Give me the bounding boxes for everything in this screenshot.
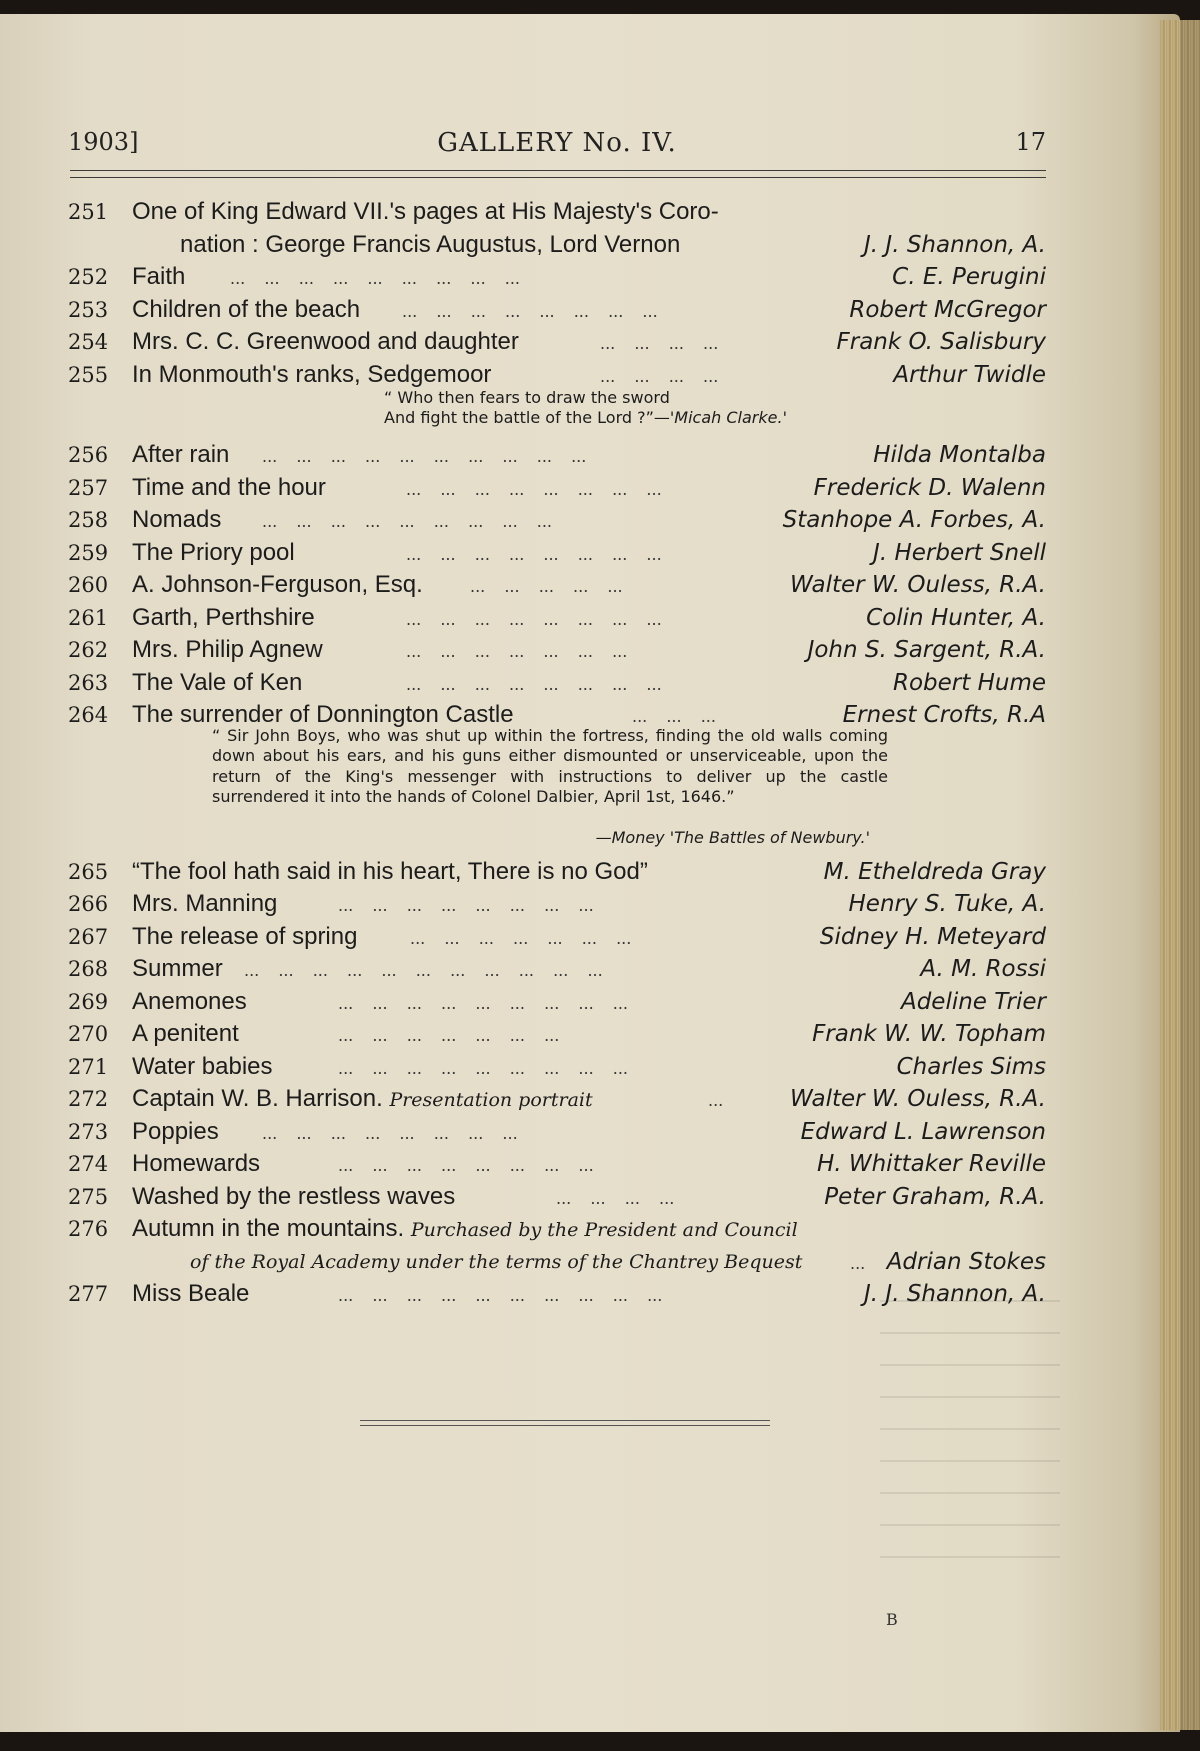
entry-artist: A. M. Rossi [920, 956, 1046, 982]
entry-artist: Arthur Twidle [893, 361, 1046, 388]
entry-artist: Henry S. Tuke, A. [848, 891, 1046, 917]
entry-row [0, 856, 1180, 889]
entry-number: 275 [68, 1184, 109, 1209]
entry-title: A penitent [132, 1020, 239, 1047]
header-title: GALLERY No. IV. [437, 128, 677, 158]
entry-leader: ... ... ... ... [600, 334, 719, 353]
entry-note-continuation: of the Royal Academy under the terms of the Chantrey Bequest [190, 1250, 803, 1273]
entry-number: 252 [68, 265, 109, 289]
entry-row [0, 921, 1180, 954]
entry-number: 258 [68, 508, 109, 532]
entry-title: Captain W. B. Harrison. Presentation portrait [132, 1085, 593, 1112]
entry-number: 264 [68, 703, 109, 727]
entry-artist: Frederick D. Walenn [813, 474, 1046, 501]
entry-artist: M. Etheldreda Gray [823, 858, 1046, 885]
entry-leader: ... ... ... ... ... ... ... ... [406, 544, 662, 564]
entry-number: 263 [68, 670, 109, 695]
entry-number: 269 [68, 989, 109, 1014]
entry-title: Mrs. C. C. Greenwood and daughter [132, 328, 519, 355]
entry-number: 254 [68, 330, 109, 354]
entry-leader: ... ... ... ... ... ... ... ... [406, 479, 662, 499]
entry-row [0, 1213, 1180, 1246]
entry-title: Homewards [132, 1150, 261, 1177]
entry-row-continuation [0, 1246, 1180, 1279]
entry-number: 277 [68, 1282, 109, 1306]
entry-title: One of King Edward VII.'s pages at His Majesty's Coro- [132, 198, 719, 225]
signature-mark: B [886, 1610, 898, 1629]
entry-artist: Walter W. Ouless, R.A. [790, 1086, 1046, 1112]
entry-number: 259 [68, 540, 109, 565]
entry-number: 253 [68, 297, 109, 322]
entry-number: 262 [68, 638, 109, 662]
entry-note: Purchased by the President and Council [410, 1219, 798, 1241]
entry-artist: Robert Hume [892, 669, 1046, 696]
entry-number: 276 [68, 1217, 109, 1241]
quotation-line: And fight the battle of the Lord ?”—'Micah Clarke.' [384, 408, 787, 427]
entry-number: 260 [68, 573, 109, 597]
entry-title: Anemones [132, 987, 247, 1015]
entry-leader: ... ... ... ... ... ... ... ... [338, 1156, 594, 1175]
entry-row [0, 569, 1180, 602]
entry-artist: J. Herbert Snell [873, 539, 1046, 566]
entry-leader: ... ... ... ... ... ... ... [338, 1026, 560, 1045]
entry-number: 256 [68, 443, 109, 467]
entry-artist: Adrian Stokes [886, 1248, 1046, 1275]
entry-title: Mrs. Philip Agnew [132, 636, 323, 663]
entry-leader: ... ... ... ... ... ... ... ... [262, 1123, 518, 1143]
entry-title: Autumn in the mountains. Purchased by the President and Council [132, 1215, 798, 1242]
quotation-source: —Money 'The Battles of Newbury.' [595, 827, 870, 847]
entry-note: Presentation portrait [389, 1089, 593, 1111]
entry-number: 270 [68, 1022, 109, 1046]
entry-title: Time and the hour [132, 473, 326, 501]
entry-title: Mrs. Manning [132, 890, 278, 917]
entry-number: 273 [68, 1119, 109, 1144]
entry-title: Garth, Perthshire [132, 603, 315, 631]
entry-title: The surrender of Donnington Castle [132, 701, 514, 728]
entry-number: 267 [68, 924, 109, 949]
entry-row [0, 1051, 1180, 1084]
entry-row [0, 986, 1180, 1019]
entry-artist: Adeline Trier [900, 988, 1046, 1015]
entry-row [0, 953, 1180, 986]
entry-artist: J. J. Shannon, A. [864, 231, 1046, 258]
quotation-line: “ Who then fears to draw the sword [384, 388, 670, 407]
entry-number: 261 [68, 605, 109, 630]
footer-rule [360, 1420, 770, 1426]
entry-leader: ... ... ... ... ... ... ... ... [406, 674, 662, 694]
entry-row [0, 1018, 1180, 1051]
entry-leader: ... ... ... ... ... ... ... ... ... ... [262, 447, 587, 466]
entry-title: Miss Beale [132, 1280, 250, 1307]
entry-quotation [0, 725, 1180, 856]
entry-row [0, 439, 1180, 472]
entry-artist: Robert McGregor [849, 296, 1046, 323]
entry-title: The release of spring [132, 922, 358, 950]
header-year: 1903] [68, 128, 139, 156]
page-number: 17 [1015, 128, 1046, 156]
bleed-through [880, 1300, 1060, 1560]
catalogue-entries [0, 196, 1180, 1311]
entry-row [0, 667, 1180, 700]
entry-row [0, 602, 1180, 635]
entry-artist: J. J. Shannon, A. [864, 1281, 1046, 1307]
entry-row [0, 196, 1180, 229]
entry-artist: Colin Hunter, A. [866, 604, 1046, 631]
entry-title: Washed by the restless waves [132, 1182, 456, 1210]
entry-artist: Edward L. Lawrenson [800, 1118, 1046, 1145]
entry-title: The Vale of Ken [132, 668, 303, 696]
entry-title: Poppies [132, 1117, 219, 1145]
entry-number: 268 [68, 957, 109, 981]
entry-row [0, 261, 1180, 294]
entry-leader: ... ... ... ... ... ... ... ... ... [338, 993, 629, 1013]
entry-artist: Frank O. Salisbury [836, 329, 1046, 355]
entry-number: 265 [68, 859, 109, 884]
entry-number: 266 [68, 892, 109, 916]
entry-artist: Charles Sims [896, 1053, 1046, 1080]
entry-leader: ... [708, 1091, 724, 1110]
entry-leader: ... ... ... ... ... ... ... ... ... [338, 1058, 629, 1078]
entry-number: 271 [68, 1054, 109, 1079]
entry-artist: Peter Graham, R.A. [824, 1183, 1046, 1210]
quotation-text: “ Sir John Boys, who was shut up within the fortress, finding the old walls coming down about his ears, and his guns either dismounted or unserviceable, upon the return of the King's messenger with instructions to deliver up the castle surrendered it into the hands of Colonel Dalbier, April 1st, 1646.” [212, 725, 888, 806]
entry-row [0, 294, 1180, 327]
entry-artist: Hilda Montalba [873, 442, 1046, 468]
entry-number: 274 [68, 1152, 109, 1176]
entry-title: Children of the beach [132, 295, 361, 323]
entry-artist: Ernest Crofts, R.A [842, 702, 1046, 728]
entry-title: A. Johnson-Ferguson, Esq. [132, 571, 423, 598]
entry-leader: ... ... ... ... ... ... ... [410, 928, 632, 948]
header-rule [70, 170, 1046, 178]
entry-leader: ... ... ... ... ... [470, 577, 623, 596]
entry-leader: ... ... ... ... [556, 1188, 675, 1208]
entry-leader: ... ... ... ... ... ... ... ... [402, 301, 658, 321]
entry-leader: ... ... ... ... ... ... ... ... ... ... ... [244, 961, 603, 980]
entry-leader: ... ... ... ... ... ... ... ... ... [262, 512, 553, 531]
entry-row [0, 1083, 1180, 1116]
entry-row [0, 504, 1180, 537]
entry-artist: Walter W. Ouless, R.A. [790, 572, 1046, 598]
entry-title: “The fool hath said in his heart, There is no God” [132, 857, 648, 885]
entry-leader: ... ... ... ... ... ... ... ... ... [230, 269, 521, 288]
entry-title: Water babies [132, 1052, 273, 1080]
entry-artist: John S. Sargent, R.A. [807, 637, 1046, 663]
quotation-source: 'Micah Clarke.' [669, 408, 787, 427]
entry-title: After rain [132, 441, 230, 468]
entry-number: 257 [68, 475, 109, 500]
entry-number: 272 [68, 1087, 109, 1111]
entry-number: 251 [68, 200, 109, 224]
entry-leader: ... [850, 1253, 866, 1273]
entry-quotation [0, 388, 1180, 439]
entry-artist: Sidney H. Meteyard [819, 923, 1046, 950]
entry-row [0, 472, 1180, 505]
entry-leader: ... ... ... ... ... ... ... ... ... ... [338, 1286, 663, 1305]
entry-artist: Frank W. W. Topham [812, 1021, 1046, 1047]
entry-leader: ... ... ... ... ... ... ... ... [406, 609, 662, 629]
entry-row [0, 537, 1180, 570]
entry-title: Nomads [132, 506, 222, 533]
entry-title: Faith [132, 263, 186, 290]
entry-title: The Priory pool [132, 538, 295, 566]
entry-artist: Stanhope A. Forbes, A. [782, 507, 1046, 533]
running-header [68, 128, 1046, 164]
entry-leader: ... ... ... [632, 707, 716, 726]
entry-title: Summer [132, 955, 223, 982]
entry-row [0, 326, 1180, 359]
entry-title-continuation: nation : George Francis Augustus, Lord Vernon [180, 230, 681, 258]
entry-artist: C. E. Perugini [892, 264, 1046, 290]
entry-row [0, 1148, 1180, 1181]
entry-leader: ... ... ... ... ... ... ... [406, 642, 628, 661]
entry-row-continuation [0, 229, 1180, 262]
entry-row [0, 888, 1180, 921]
entry-artist: H. Whittaker Reville [816, 1151, 1046, 1177]
entry-leader: ... ... ... ... [600, 366, 719, 386]
entry-number: 255 [68, 362, 109, 387]
entry-title: In Monmouth's ranks, Sedgemoor [132, 360, 492, 388]
entry-leader: ... ... ... ... ... ... ... ... [338, 896, 594, 915]
entry-row [0, 634, 1180, 667]
entry-row [0, 1181, 1180, 1214]
entry-row [0, 1116, 1180, 1149]
